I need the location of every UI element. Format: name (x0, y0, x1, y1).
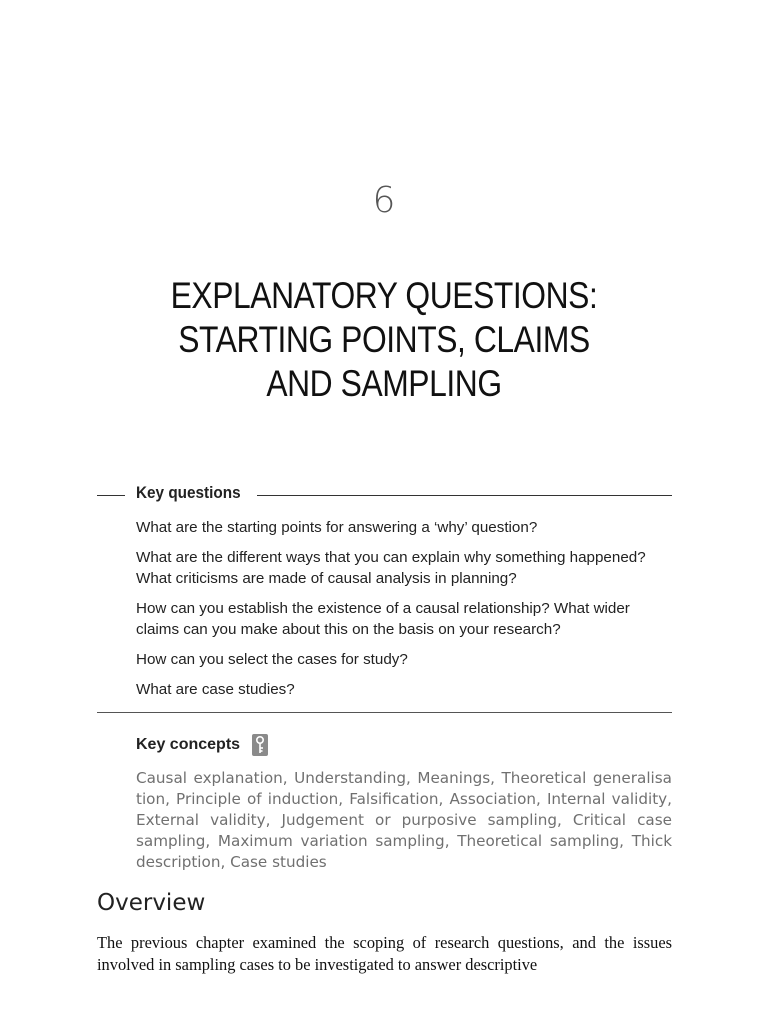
key-questions-header (97, 483, 672, 507)
key-concepts-heading: Key concepts (136, 736, 241, 753)
key-question-item: How can you select the cases for study? (136, 651, 408, 668)
key-icon (252, 734, 268, 756)
key-questions-list (136, 517, 676, 709)
key-questions-bottom-rule (97, 712, 672, 713)
key-question-item: How can you establish the existence of a causal relationship? What wider claims can you make about this on the basis on your research? (136, 600, 630, 638)
overview-heading: Overview (97, 890, 206, 916)
key-concepts-title (136, 734, 268, 756)
chapter-title-line-3: AND SAMPLING (266, 363, 502, 404)
chapter-title-line-1: EXPLANATORY QUESTIONS: (170, 275, 598, 316)
key-questions-rule-left (97, 495, 125, 496)
key-questions-heading: Key questions (136, 483, 241, 502)
key-question-item: What are case studies? (136, 681, 295, 698)
key-questions-rule-right (257, 495, 672, 496)
chapter-number: 6 (372, 180, 396, 221)
overview-paragraph: The previous chapter examined the scoping of research questions, and the issues involved in sampling cases to be investigated to answer descriptive (97, 933, 672, 974)
key-question-item: What are the different ways that you can explain why something happened? What criticisms are made of causal analysis in planning? (136, 549, 646, 587)
key-concepts-text: Causal explanation, Understanding, Meanings, Theoretical generalisa tion, Principle of induction, Falsification, Association, Internal validity, External validity, Judgement or purposive sampling, Critical case sampling, Maximum variation sampling, Theoretical sampling, Thick description, Case studies (136, 769, 672, 871)
key-question-item: What are the starting points for answering a ‘why’ question? (136, 519, 538, 536)
chapter-title (169, 274, 599, 406)
chapter-title-line-2: STARTING POINTS, CLAIMS (178, 319, 590, 360)
